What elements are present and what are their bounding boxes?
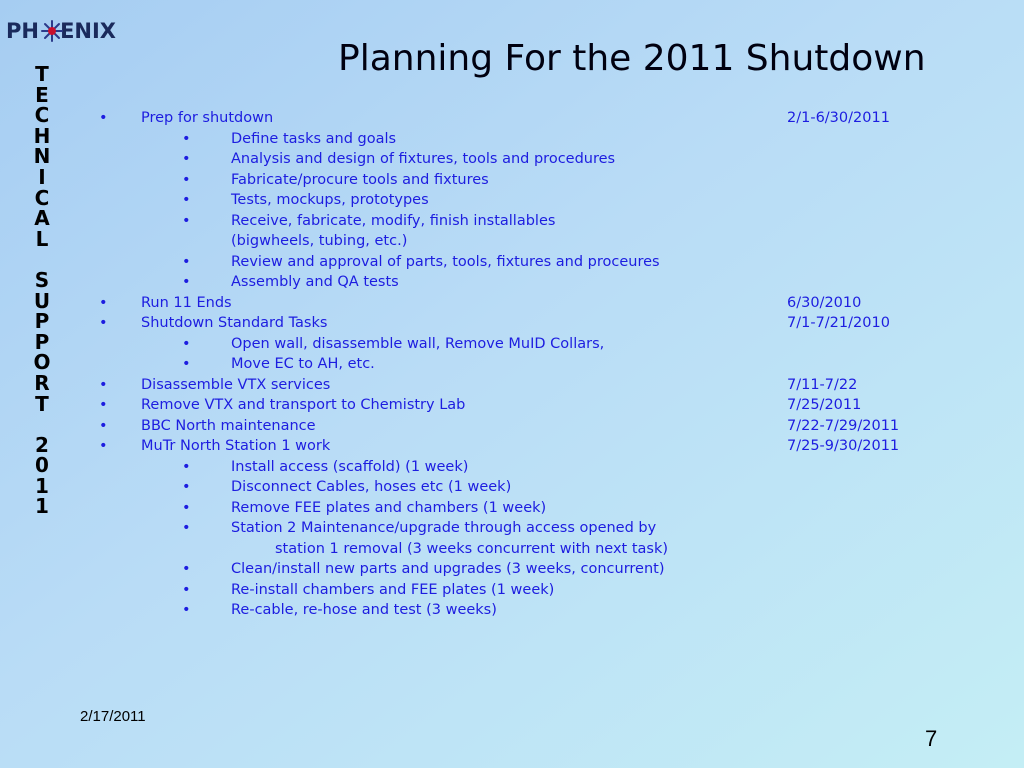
- bullet-icon: •: [182, 581, 191, 598]
- logo-text-left: PH: [6, 19, 39, 43]
- item-text: Open wall, disassemble wall, Remove MuID Collars,: [231, 335, 605, 352]
- list-item: [0, 309, 1024, 334]
- list-item: [0, 370, 1024, 396]
- phenix-logo: [6, 18, 116, 44]
- item-text: Remove VTX and transport to Chemistry Lab: [141, 397, 466, 413]
- item-text: Define tasks and goals: [231, 130, 397, 147]
- item-text: Fabricate/procure tools and fixtures: [231, 171, 489, 188]
- item-text: Prep for shutdown: [141, 110, 274, 126]
- item-text: station 1 removal (3 weeks concurrent with next task): [275, 540, 668, 557]
- item-text: Run 11 Ends: [141, 294, 232, 311]
- list-item: [0, 580, 1024, 601]
- side-letter: O: [33, 350, 51, 375]
- list-item: [0, 350, 1024, 375]
- bullet-icon: •: [99, 315, 108, 331]
- side-letter: P: [34, 309, 50, 334]
- list-item: [0, 149, 1024, 170]
- list-item: [0, 559, 1024, 580]
- item-text: Re-cable, re-hose and test (3 weeks): [231, 602, 497, 618]
- item-text: Receive, fabricate, modify, finish installables: [231, 212, 556, 229]
- task-list: [0, 108, 1024, 621]
- side-letter: H: [33, 123, 51, 148]
- list-item: [0, 391, 1024, 416]
- side-letter: 0: [35, 453, 49, 478]
- item-date: 7/1-7/21/2010: [787, 315, 890, 331]
- side-letter: L: [35, 226, 49, 251]
- list-item: [0, 416, 1024, 437]
- bullet-icon: •: [99, 397, 108, 413]
- list-item: [0, 211, 1024, 232]
- bullet-icon: •: [99, 376, 108, 393]
- item-text: Tests, mockups, prototypes: [231, 192, 429, 208]
- list-item: [0, 329, 1024, 355]
- bullet-icon: •: [182, 520, 191, 536]
- side-letter: R: [34, 370, 50, 395]
- bullet-icon: •: [182, 212, 191, 229]
- list-item: [0, 539, 1024, 560]
- list-item: [0, 518, 1024, 539]
- bullet-icon: •: [182, 130, 191, 147]
- item-text: Assembly and QA tests: [231, 274, 399, 290]
- bullet-icon: •: [99, 110, 108, 126]
- list-item: [0, 129, 1024, 150]
- side-letter: U: [33, 288, 51, 313]
- list-item: [0, 600, 1024, 621]
- side-letter: I: [38, 164, 46, 189]
- bullet-icon: •: [182, 192, 191, 208]
- side-letter: T: [35, 391, 49, 416]
- item-date: 7/11-7/22: [787, 376, 858, 393]
- side-letter: C: [34, 185, 50, 210]
- item-text: Station 2 Maintenance/upgrade through access opened by: [231, 520, 657, 536]
- item-text: Re-install chambers and FEE plates (1 week): [231, 581, 555, 598]
- list-item: [0, 267, 1024, 293]
- list-item: [0, 170, 1024, 191]
- item-text: Disconnect Cables, hoses etc (1 week): [231, 479, 512, 495]
- bullet-icon: •: [99, 294, 108, 311]
- item-text: Install access (scaffold) (1 week): [231, 458, 469, 475]
- list-item: [0, 226, 1024, 252]
- item-text: Review and approval of parts, tools, fixtures and proceures: [231, 253, 660, 270]
- item-date: 7/25-9/30/2011: [787, 438, 900, 454]
- page-number: 7: [925, 726, 938, 751]
- list-item: [0, 185, 1024, 211]
- side-letter: 1: [35, 494, 49, 519]
- item-text: (bigwheels, tubing, etc.): [231, 233, 408, 249]
- item-text: Analysis and design of fixtures, tools and procedures: [231, 151, 616, 167]
- item-text: BBC North maintenance: [141, 417, 316, 434]
- item-text: Move EC to AH, etc.: [231, 356, 375, 372]
- bullet-icon: •: [182, 171, 191, 188]
- bullet-icon: •: [182, 253, 191, 270]
- logo-text-right: ENIX: [60, 19, 116, 43]
- side-letter: S: [34, 267, 50, 292]
- bullet-icon: •: [182, 458, 191, 475]
- list-item: [0, 108, 1024, 129]
- item-date: 7/25/2011: [787, 397, 862, 413]
- list-item: [0, 288, 1024, 314]
- bullet-icon: •: [182, 499, 191, 516]
- item-text: MuTr North Station 1 work: [141, 438, 331, 454]
- list-item: [0, 494, 1024, 519]
- item-date: 6/30/2010: [787, 294, 862, 311]
- bullet-icon: •: [182, 602, 191, 618]
- item-date: 2/1-6/30/2011: [787, 110, 890, 126]
- item-text: Disassemble VTX services: [141, 376, 331, 393]
- bullet-icon: •: [182, 356, 191, 372]
- bullet-icon: •: [182, 335, 191, 352]
- list-item: [0, 432, 1024, 457]
- side-letter: 2: [35, 432, 49, 457]
- side-letter: A: [34, 206, 50, 231]
- side-letter: E: [35, 82, 49, 107]
- bullet-icon: •: [182, 561, 191, 577]
- list-item: [0, 453, 1024, 478]
- side-letter: C: [34, 103, 50, 128]
- side-letter: 1: [35, 473, 49, 498]
- side-letter: N: [33, 144, 51, 169]
- slide-title: Planning For the 2011 Shutdown: [338, 38, 926, 79]
- bullet-icon: •: [99, 438, 108, 454]
- item-text: Shutdown Standard Tasks: [141, 315, 328, 331]
- side-letter: P: [34, 329, 50, 354]
- item-text: Remove FEE plates and chambers (1 week): [231, 499, 547, 516]
- item-text: Clean/install new parts and upgrades (3 weeks, concurrent): [231, 561, 665, 577]
- bullet-icon: •: [99, 417, 108, 434]
- side-letter: T: [35, 62, 49, 86]
- bullet-icon: •: [182, 151, 191, 167]
- bullet-icon: •: [182, 479, 191, 495]
- list-item: [0, 473, 1024, 498]
- bullet-icon: •: [182, 274, 191, 290]
- item-date: 7/22-7/29/2011: [787, 417, 900, 434]
- footer-date: 2/17/2011: [80, 708, 146, 725]
- phoenix-bird-icon: [40, 19, 59, 43]
- list-item: [0, 252, 1024, 273]
